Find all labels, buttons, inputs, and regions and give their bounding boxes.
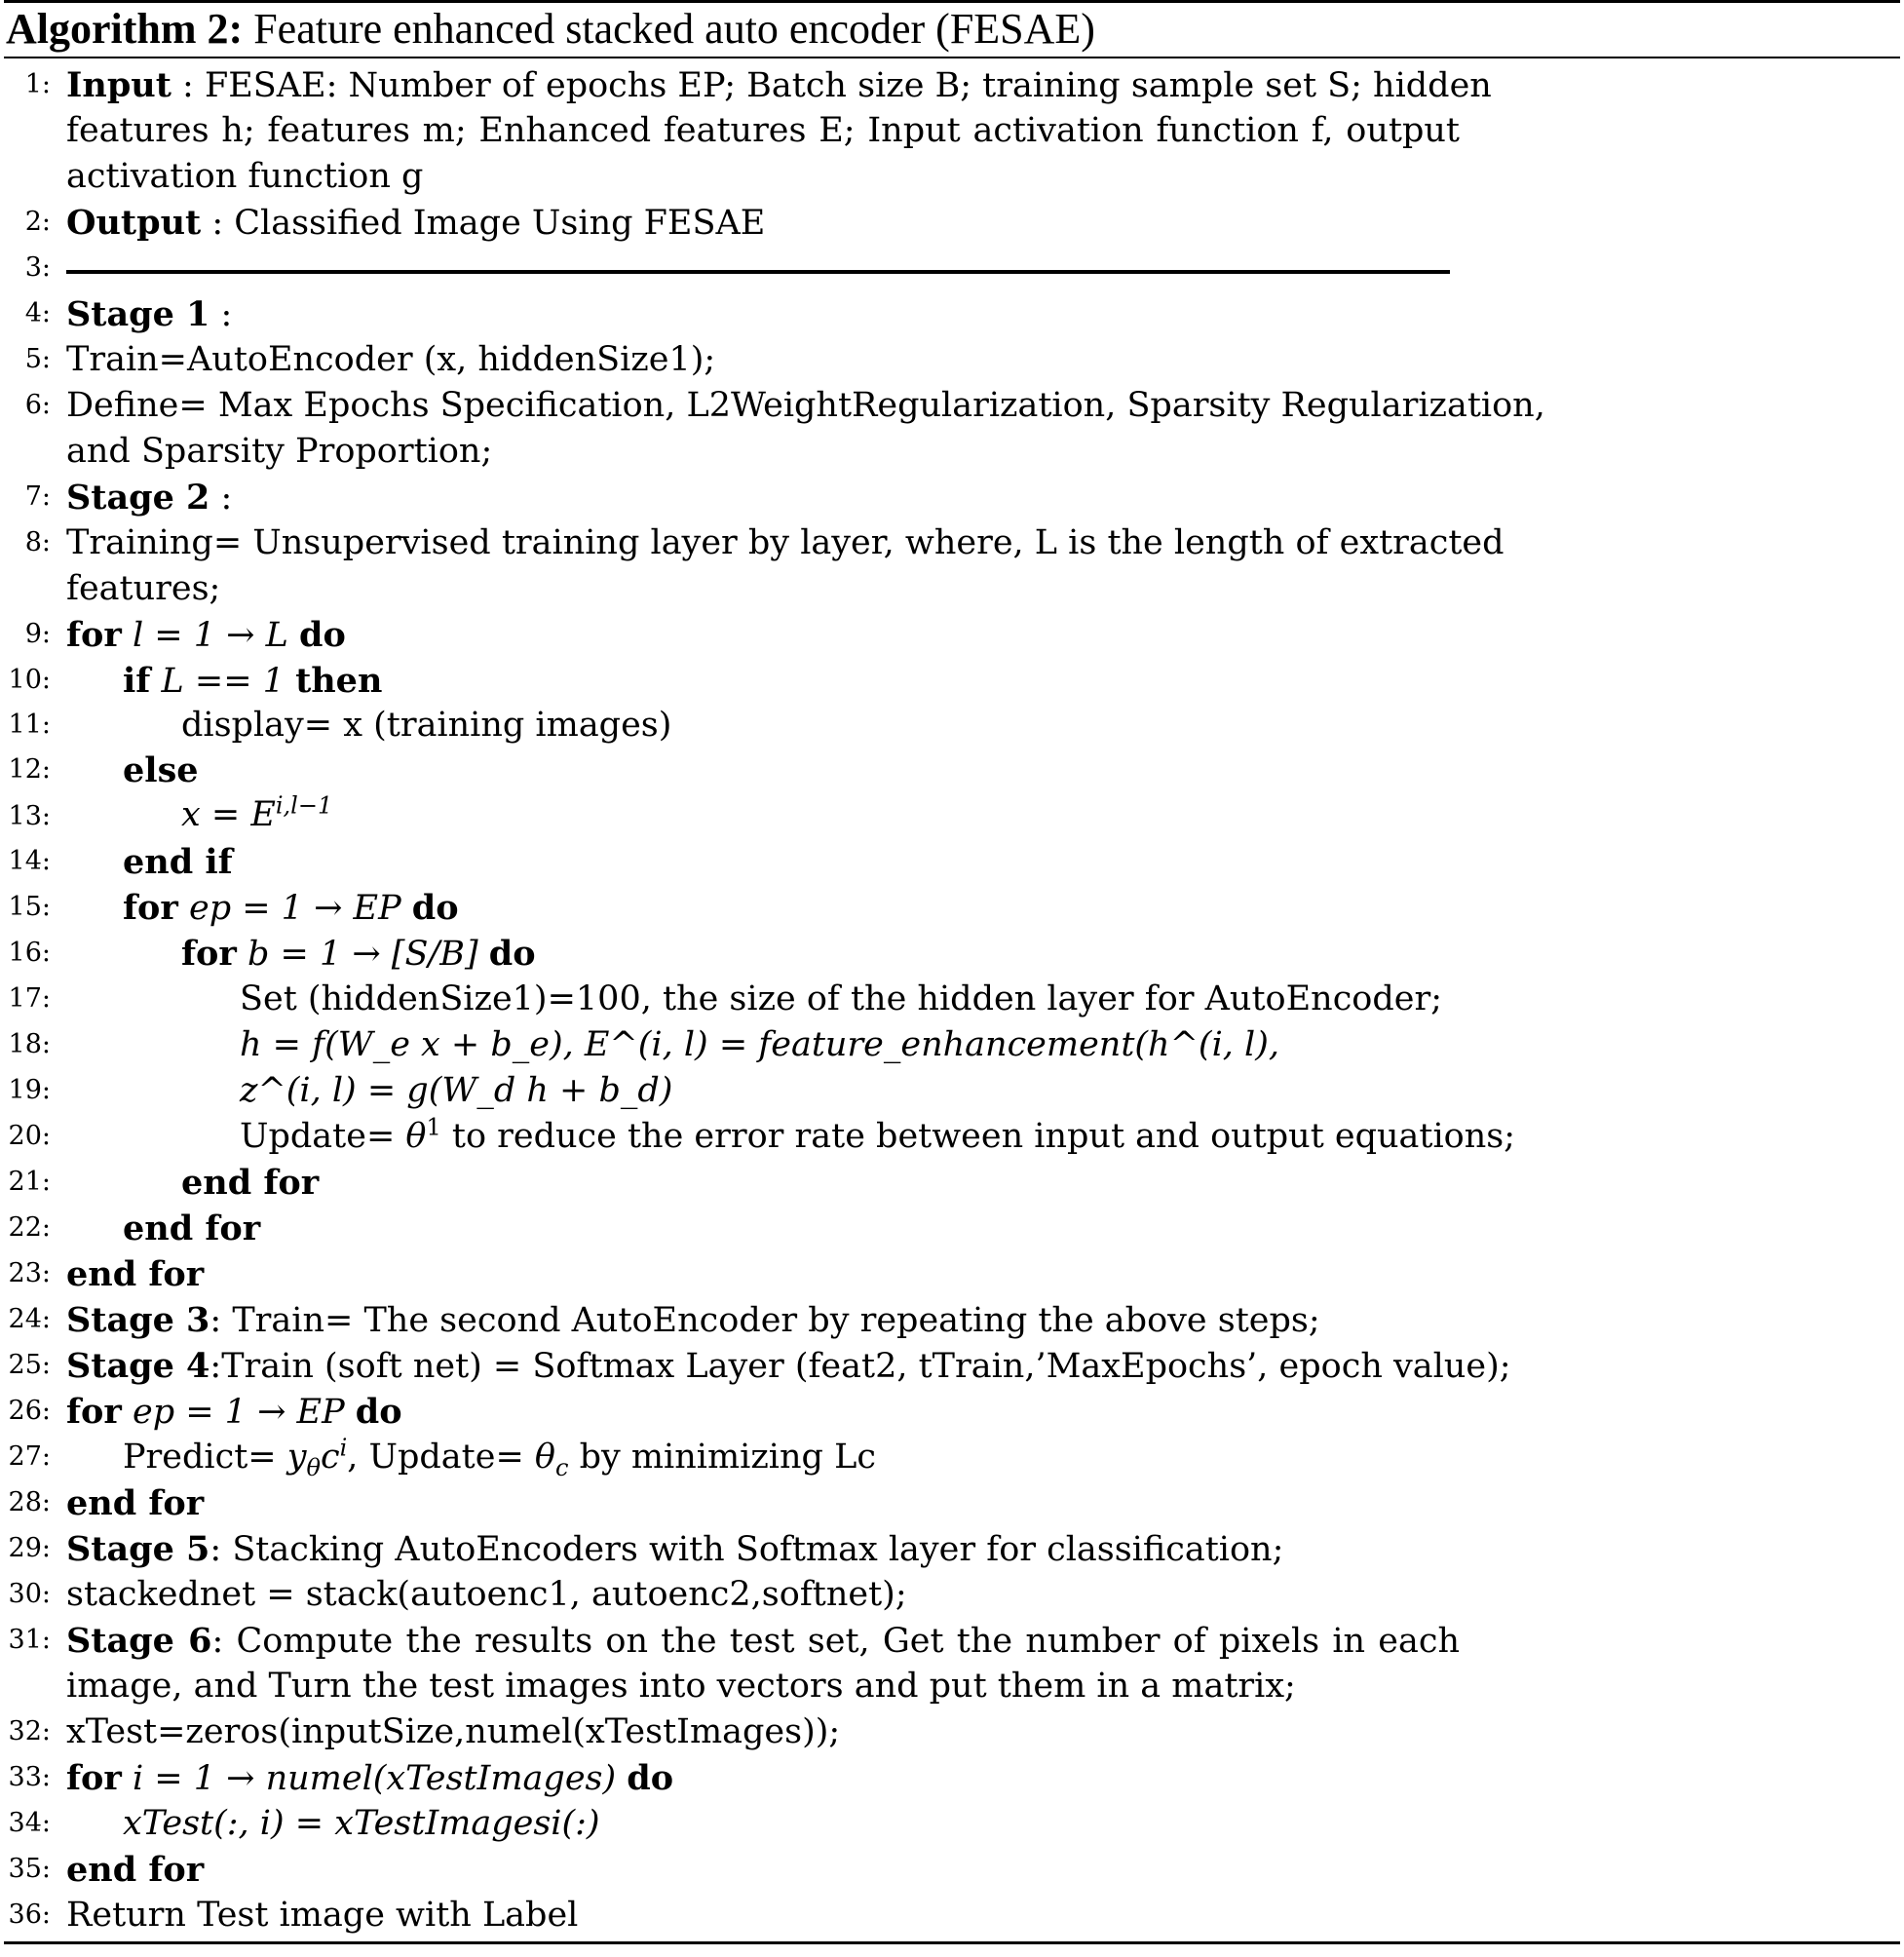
math-superscript: i,l−1 <box>275 791 333 820</box>
line-number: 18: <box>8 1029 51 1059</box>
line-number: 17: <box>8 983 51 1014</box>
math-expr: ep = 1 → EP <box>188 889 401 928</box>
keyword: for <box>123 888 178 928</box>
math-expr: xTest(:, i) = xTestImagesi(:) <box>123 1804 600 1843</box>
separator-rule <box>66 270 1450 274</box>
theta-symbol: θ <box>534 1438 555 1477</box>
line-number: 1: <box>24 69 51 99</box>
math-expr: b = 1 → [S/B] <box>247 935 478 974</box>
line-number: 32: <box>8 1716 51 1746</box>
keyword: Stage 6 <box>66 1621 212 1661</box>
line-text: features h; features m; Enhanced features E; Input activation function f, output <box>66 111 1460 150</box>
line-text: by minimizing Lc <box>568 1438 876 1477</box>
line-text: stackednet = stack(autoenc1, autoenc2,softnet); <box>66 1575 907 1614</box>
math-expr: y <box>286 1438 307 1477</box>
keyword: Stage 1 <box>66 294 210 334</box>
math-expr: z^(i, l) = g(W_d h + b_d) <box>240 1071 673 1110</box>
line-number: 12: <box>8 754 51 785</box>
algorithm-header <box>4 0 1900 58</box>
keyword: end for <box>181 1163 320 1203</box>
line-text: Update= <box>240 1117 406 1156</box>
line-number: 11: <box>8 710 51 740</box>
line-number: 27: <box>8 1441 51 1472</box>
keyword: end for <box>66 1850 205 1890</box>
line-number: 2: <box>24 207 51 237</box>
keyword: Stage 3 <box>66 1300 210 1340</box>
keyword: do <box>627 1758 674 1798</box>
keyword: do <box>488 934 536 974</box>
line-text: : Compute the results on the test set, Get the number of pixels in each <box>211 1622 1460 1661</box>
keyword: Input <box>66 65 171 105</box>
line-number: 14: <box>8 846 51 876</box>
line-number: 7: <box>24 481 51 512</box>
keyword: if <box>123 661 151 701</box>
line-number: 36: <box>8 1899 51 1930</box>
keyword: Stage 2 <box>66 478 210 518</box>
line-text: : <box>209 479 233 518</box>
line-number: 22: <box>8 1212 51 1243</box>
line-number: 30: <box>8 1579 51 1609</box>
line-number: 21: <box>8 1167 51 1197</box>
line-text: Train=AutoEncoder (x, hiddenSize1); <box>66 340 716 379</box>
line-text: and Sparsity Proportion; <box>66 432 493 471</box>
line-text: Return Test image with Label <box>66 1896 579 1935</box>
line-text: : <box>209 295 233 334</box>
keyword: Stage 5 <box>66 1529 210 1569</box>
line-number: 16: <box>8 938 51 968</box>
line-number: 8: <box>24 527 51 557</box>
keyword: do <box>411 888 459 928</box>
keyword: else <box>123 750 199 790</box>
line-text: : Stacking AutoEncoders with Softmax layer for classification; <box>209 1530 1284 1569</box>
math-subscript: c <box>554 1454 569 1481</box>
line-number: 33: <box>8 1762 51 1792</box>
line-number: 5: <box>24 344 51 374</box>
line-number: 25: <box>8 1350 51 1380</box>
line-number: 35: <box>8 1854 51 1884</box>
line-number: 20: <box>8 1121 51 1151</box>
algorithm-label: Algorithm 2: <box>6 5 244 53</box>
keyword: for <box>66 1392 122 1432</box>
line-number: 6: <box>24 390 51 420</box>
line-text: : Train= The second AutoEncoder by repeating the above steps; <box>209 1301 1320 1340</box>
line-text: Training= Unsupervised training layer by layer, where, L is the length of extracted <box>66 523 1504 562</box>
line-number: 34: <box>8 1808 51 1838</box>
line-text: display= x (training images) <box>181 706 672 745</box>
line-number: 3: <box>24 252 51 283</box>
line-number: 13: <box>8 801 51 831</box>
math-expr: l = 1 → L <box>132 616 288 655</box>
math-expr: L == 1 <box>161 662 285 701</box>
line-number: 10: <box>8 665 51 695</box>
line-text: image, and Turn the test images into vectors and put them in a matrix; <box>66 1667 1296 1706</box>
line-text: : Classified Image Using FESAE <box>201 204 766 243</box>
math-expr: ep = 1 → EP <box>132 1393 345 1432</box>
line-text: features; <box>66 569 221 608</box>
math-expr: i = 1 → numel(xTestImages) <box>132 1759 617 1798</box>
keyword: end if <box>123 842 233 882</box>
line-number: 24: <box>8 1304 51 1334</box>
theta-symbol: θ <box>405 1117 427 1156</box>
keyword: do <box>355 1392 402 1432</box>
math-subscript: θ <box>306 1454 321 1481</box>
line-number: 9: <box>24 619 51 649</box>
keyword: for <box>181 934 237 974</box>
keyword: for <box>66 615 122 655</box>
math-superscript: i <box>339 1434 348 1462</box>
keyword: Stage 4 <box>66 1346 210 1386</box>
line-number: 31: <box>8 1625 51 1655</box>
line-text: Predict= <box>123 1438 287 1477</box>
line-number: 28: <box>8 1487 51 1517</box>
algorithm-title: Feature enhanced stacked auto encoder (FESAE) <box>253 5 1095 53</box>
algorithm-box <box>4 0 1900 1944</box>
line-number: 23: <box>8 1258 51 1288</box>
keyword: end for <box>66 1483 205 1523</box>
line-number: 15: <box>8 892 51 922</box>
line-text: Define= Max Epochs Specification, L2WeightRegularization, Sparsity Regularization, <box>66 386 1545 425</box>
bottom-rule <box>4 1941 1900 1944</box>
line-text: :Train (soft net) = Softmax Layer (feat2, tTrain,’MaxEpochs’, epoch value); <box>209 1347 1511 1386</box>
line-number: 29: <box>8 1533 51 1563</box>
line-number: 4: <box>24 298 51 328</box>
algorithm-body <box>4 58 1900 1944</box>
keyword: Output <box>66 203 202 243</box>
keyword: do <box>298 615 346 655</box>
line-text: , Update= <box>347 1438 535 1477</box>
keyword: for <box>66 1758 122 1798</box>
line-text: xTest=zeros(inputSize,numel(xTestImages)); <box>66 1712 841 1751</box>
math-superscript: 1 <box>426 1113 441 1141</box>
keyword: end for <box>123 1209 261 1248</box>
line-text: activation function g <box>66 157 424 196</box>
line-text: to reduce the error rate between input and output equations; <box>440 1117 1516 1156</box>
math-expr: h = f(W_e x + b_e), E^(i, l) = feature_enhancement(h^(i, l), <box>240 1025 1279 1064</box>
line-number: 26: <box>8 1396 51 1426</box>
math-expr: x = E <box>181 795 276 834</box>
math-expr: c <box>320 1438 340 1477</box>
keyword: end for <box>66 1254 205 1294</box>
line-text: : FESAE: Number of epochs EP; Batch size B; training sample set S; hidden <box>171 66 1492 105</box>
keyword: then <box>295 661 383 701</box>
line-number: 19: <box>8 1075 51 1105</box>
line-text: Set (hiddenSize1)=100, the size of the hidden layer for AutoEncoder; <box>240 979 1443 1018</box>
